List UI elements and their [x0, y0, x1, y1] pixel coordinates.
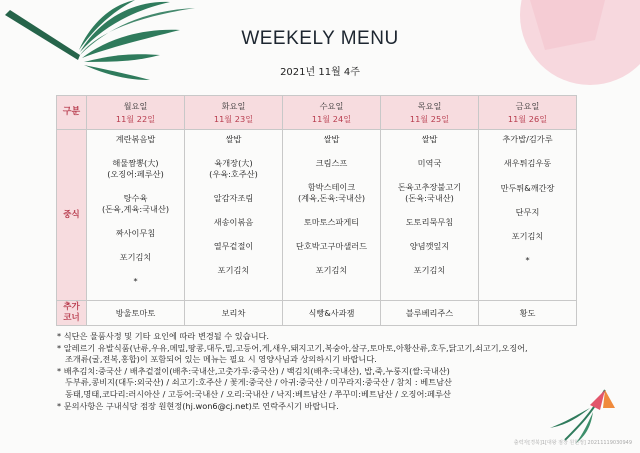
menu-item: 추가밥/김가루 — [502, 134, 553, 144]
menu-item: 탕수육 — [123, 193, 148, 203]
menu-cell-mon — [87, 130, 185, 301]
menu-item: 돈육고추장불고기 — [397, 182, 462, 192]
menu-item: 포기김치 — [119, 252, 152, 262]
weekly-menu-table — [56, 95, 577, 326]
header-day-mon: 월요일 11월 22일 — [87, 96, 185, 130]
menu-item: (우육:호주산) — [209, 169, 258, 179]
menu-item: 만두튀&깨간장 — [500, 183, 555, 193]
header-day-wed: 수요일 11월 24일 — [283, 96, 381, 130]
flower-decoration — [545, 380, 630, 445]
header-row — [57, 96, 577, 130]
page-title: WEEKELY MENU — [241, 28, 399, 49]
menu-item: 토마토스파게티 — [303, 217, 360, 227]
menu-item: 단무지 — [515, 207, 540, 217]
note-line: * 문의사항은 구내식당 점장 원현정(hj.won6@cj.net)로 연락주시기 바랍니다. — [57, 400, 339, 411]
lunch-label: 중식 — [57, 130, 87, 301]
extra-corner-label: 추가 코너 — [57, 301, 87, 326]
extra-cell-mon: 방울토마토 — [87, 301, 185, 326]
menu-item: 새송이볶음 — [213, 217, 254, 227]
menu-item: 포기김치 — [315, 265, 348, 275]
menu-cell-fri — [479, 130, 577, 301]
menu-item: 크림스프 — [315, 158, 348, 168]
menu-cell-thu — [381, 130, 479, 301]
menu-item: 미역국 — [417, 158, 442, 168]
menu-cell-tue — [185, 130, 283, 301]
menu-item: (돈육,계육:국내산) — [101, 204, 170, 214]
menu-item: 양념깻잎지 — [409, 241, 450, 251]
menu-item: 육개장(大) — [214, 158, 253, 168]
menu-item: 단호박고구마샐러드 — [295, 241, 368, 251]
extra-cell-wed: 식빵&사과잼 — [283, 301, 381, 326]
note-line: * 배추김치:중국산 / 배추겉절이(배추:국내산,고춧가루:중국산) / 백김치(배추:국내산), 밥,죽,누룽지(쌀:국내산) — [57, 365, 450, 376]
menu-item: 쌀밥 — [421, 134, 438, 144]
menu-item: 함박스테이크 — [307, 182, 356, 192]
note-line: 동태,명태,코다리:러시아산 / 고등어:국내산 / 오리:국내산 / 낙지:베트남산 / 쭈꾸미:베트남산 / 오징어:페루산 — [65, 388, 451, 399]
menu-cell-wed — [283, 130, 381, 301]
extra-cell-fri: 황도 — [479, 301, 577, 326]
menu-item: 새우튀김우동 — [503, 158, 552, 168]
menu-item: (돈육:국내산) — [405, 193, 454, 203]
note-line: 두부류,콩비지(대두:외국산) / 쇠고기:호주산 / 꽃게:중국산 / 아귀:중국산 / 미꾸라지:중국산 / 참치 : 베트남산 — [65, 377, 452, 388]
header-day-tue: 화요일 11월 23일 — [185, 96, 283, 130]
note-line: * 알레르기 유발식품(난류,우유,메밀,땅콩,대두,밀,고등어,게,새우,돼지고기,복숭아,살구,토마토,아황산류,호두,닭고기,쇠고기,오징어, — [57, 342, 528, 353]
menu-item: 열무겉절이 — [213, 241, 254, 251]
menu-item: 포기김치 — [413, 265, 446, 275]
header-day-fri: 금요일 11월 26일 — [479, 96, 577, 130]
lunch-row — [57, 130, 577, 301]
menu-item: 계란볶음밥 — [115, 134, 156, 144]
print-stamp: 출력자[경북]1[대왕 점장 원현정] 20211119030949 — [513, 440, 632, 446]
week-date: 2021년 11월 4주 — [280, 67, 360, 78]
extra-cell-tue: 보리차 — [185, 301, 283, 326]
menu-item: (오징어:페루산) — [107, 169, 164, 179]
menu-item: 도토리묵무침 — [405, 217, 454, 227]
corner-label: 구분 — [57, 96, 87, 130]
menu-item: 짜사이무침 — [115, 228, 156, 238]
note-line: * 식단은 물품사정 및 기타 요인에 따라 변경될 수 있습니다. — [57, 331, 270, 341]
menu-item: 해물짬뽕(大) — [112, 158, 159, 168]
menu-item: 포기김치 — [217, 265, 250, 275]
menu-item: (계육,돈육:국내산) — [297, 193, 366, 203]
menu-item: 포기김치 — [511, 231, 544, 241]
menu-item: 쌀밥 — [225, 134, 242, 144]
menu-item: * — [525, 255, 530, 265]
note-line: 조개류(굴,전복,홍합)이 포함되어 있는 메뉴는 필요 시 영양사님과 상의하시기 바랍니다. — [65, 354, 377, 365]
notes-section — [57, 331, 577, 412]
menu-item: * — [133, 276, 138, 286]
menu-item: 알감자조림 — [213, 193, 254, 203]
extra-cell-thu: 블루베리주스 — [381, 301, 479, 326]
extra-corner-row — [57, 301, 577, 326]
menu-item: 쌀밥 — [323, 134, 340, 144]
header-day-thu: 목요일 11월 25일 — [381, 96, 479, 130]
